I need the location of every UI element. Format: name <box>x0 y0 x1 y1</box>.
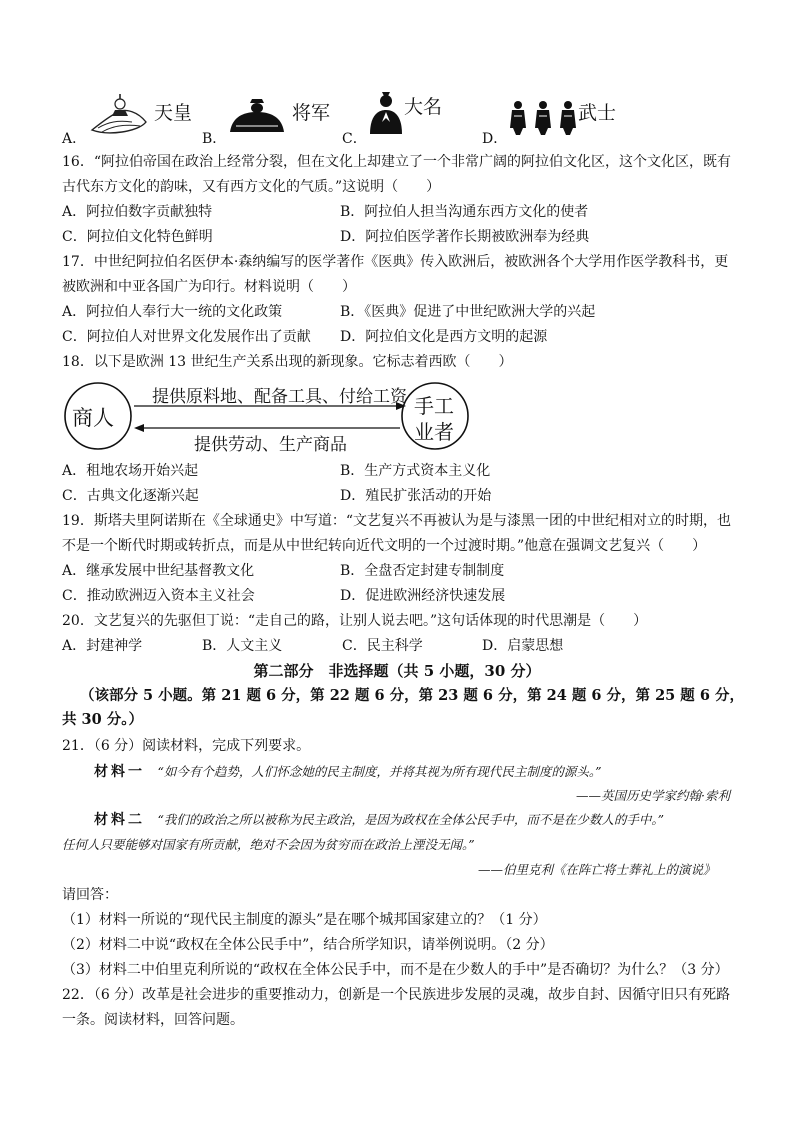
q18-option-d[interactable]: D．殖民扩张活动的开始 <box>340 488 492 504</box>
shogun-figure-icon <box>226 92 288 136</box>
diagram-artisan-label-line2: 业者 <box>414 420 454 444</box>
material-one-label: 材料一 <box>94 764 145 780</box>
q16-option-a[interactable]: A．阿拉伯数字贡献独特 <box>62 204 213 220</box>
q21-material-two <box>94 810 664 830</box>
q19-stem-line2: 不是一个断代时期或转折点，而是从中世纪转向近代文明的一个过渡时期。”他意在强调文艺复兴（ ） <box>62 538 707 554</box>
q18-option-c[interactable]: C．古典文化逐渐兴起 <box>62 488 199 504</box>
q17-option-d[interactable]: D．阿拉伯文化是西方文明的起源 <box>340 329 548 345</box>
material-two-label: 材料二 <box>94 812 145 828</box>
q17-stem-line2: 被欧洲和中亚各国广为印行。材料说明（ ） <box>62 279 356 295</box>
q20-option-b[interactable]: B．人文主义 <box>202 638 283 654</box>
q15-option-b[interactable] <box>202 92 342 147</box>
q21-sub-question-3: （3）材料二中伯里克利所说的“政权在全体公民手中，而不是在少数人的手中”是否确切？为什么？（3 分） <box>62 962 729 978</box>
q20-stem: 20．文艺复兴的先驱但丁说：“走自己的路，让别人说去吧。”这句话体现的时代思潮是（ ） <box>62 613 648 629</box>
q17-option-b[interactable]: B．《医典》促进了中世纪欧洲大学的兴起 <box>340 304 596 320</box>
q18-option-a[interactable]: A．租地农场开始兴起 <box>62 463 199 479</box>
diagram-artisan-label-line1: 手工 <box>414 394 454 418</box>
q21-sub-question-1: （1）材料一所说的“现代民主制度的源头”是在哪个城邦国家建立的？（1 分） <box>62 912 547 928</box>
material-one-source: ——英国历史学家约翰·索利 <box>576 788 730 803</box>
q17-option-c[interactable]: C．阿拉伯人对世界文化发展作出了贡献 <box>62 329 311 345</box>
q17-stem-line1: 17．中世纪阿拉伯名医伊本·森纳编写的医学著作《医典》传入欧洲后，被欧洲各个大学用作医学教科书，更 <box>62 254 729 270</box>
diagram-merchant-label: 商人 <box>72 406 114 430</box>
q19-option-b[interactable]: B．全盘否定封建专制制度 <box>340 563 505 579</box>
material-two-text-line2: 任何人只要能够对国家有所贡献，绝对不会因为贫穷而在政治上湮没无闻。” <box>62 837 475 852</box>
q16-stem-line2: 古代东方文化的韵味，又有西方文化的气质。”这说明（ ） <box>62 179 441 195</box>
q21-sub-question-2: （2）材料二中说“政权在全体公民手中”，结合所学知识，请举例说明。（2 分） <box>62 937 554 953</box>
material-one-text: “如今有个趋势，人们怀念她的民主制度，并将其视为所有现代民主制度的源头。” <box>157 764 602 779</box>
q19-option-d[interactable]: D．促进欧洲经济快速发展 <box>340 588 506 604</box>
option-letter: B． <box>202 131 227 147</box>
q22-stem-line1: 22．（6 分）改革是社会进步的重要推动力，创新是一个民族进步发展的灵魂，故步自封、因循守旧只有死路 <box>62 987 731 1003</box>
q16-option-c[interactable]: C．阿拉伯文化特色鲜明 <box>62 229 213 245</box>
q16-option-d[interactable]: D．阿拉伯医学著作长期被欧洲奉为经典 <box>340 229 590 245</box>
q20-option-a[interactable]: A．封建神学 <box>62 638 143 654</box>
part2-title: 第二部分 非选择题（共 5 小题，30 分） <box>253 662 541 680</box>
diagram-bottom-arrow-label: 提供劳动、生产商品 <box>194 435 347 455</box>
daimyo-figure-icon <box>368 88 404 136</box>
option-caption: 将军 <box>292 102 331 124</box>
option-caption: 武士 <box>578 102 617 124</box>
option-caption: 天皇 <box>154 102 193 124</box>
q15-option-a[interactable] <box>62 92 202 147</box>
part2-note-line2: 共 30 分。） <box>62 711 144 728</box>
q19-option-a[interactable]: A．继承发展中世纪基督教文化 <box>62 563 255 579</box>
q18-stem: 18．以下是欧洲 13 世纪生产关系出现的新现象。它标志着西欧（ ） <box>62 354 513 370</box>
q16-option-b[interactable]: B．阿拉伯人担当沟通东西方文化的使者 <box>340 204 589 220</box>
q21-material-one <box>94 762 602 782</box>
q18-option-b[interactable]: B．生产方式资本主义化 <box>340 463 491 479</box>
q16-stem-line1: 16．“阿拉伯帝国在政治上经常分裂，但在文化上却建立了一个非常广阔的阿拉伯文化区，这个文化区，既有 <box>62 154 731 170</box>
q15-option-c[interactable] <box>342 92 482 147</box>
option-letter: C． <box>342 131 367 147</box>
option-letter: D． <box>482 131 508 147</box>
samurai-figures-icon <box>508 98 578 136</box>
q17-option-a[interactable]: A．阿拉伯人奉行大一统的文化政策 <box>62 304 283 320</box>
part2-note-line1: （该部分 5 小题。第 21 题 6 分，第 22 题 6 分，第 23 题 6 分，第 24 题 6 分，第 25 题 6 分， <box>80 687 744 704</box>
material-two-text-line1: “我们的政治之所以被称为民主政治，是因为政权在全体公民手中，而不是在少数人的手中。” <box>157 812 664 827</box>
q19-option-c[interactable]: C．推动欧洲迈入资本主义社会 <box>62 588 255 604</box>
q20-option-c[interactable]: C．民主科学 <box>342 638 423 654</box>
material-two-source: ——伯里克利《在阵亡将士葬礼上的演说》 <box>478 862 716 877</box>
q21-stem: 21．（6 分）阅读材料，完成下列要求。 <box>62 738 311 754</box>
diagram-top-arrow-label: 提供原料地、配备工具、付给工资 <box>152 387 407 407</box>
q19-stem-line1: 19．斯塔夫里阿诺斯在《全球通史》中写道：“文艺复兴不再被认为是与漆黑一团的中世纪相对立的时期，也 <box>62 513 731 529</box>
q15-option-d[interactable] <box>482 92 642 147</box>
q21-ask: 请回答： <box>62 887 118 903</box>
q22-stem-line2: 一条。阅读材料，回答问题。 <box>62 1012 244 1028</box>
option-letter: A． <box>62 131 87 147</box>
q20-option-d[interactable]: D．启蒙思想 <box>482 638 564 654</box>
q18-relation-diagram <box>62 374 474 458</box>
emperor-figure-icon <box>88 92 150 136</box>
option-caption: 大名 <box>404 96 443 118</box>
